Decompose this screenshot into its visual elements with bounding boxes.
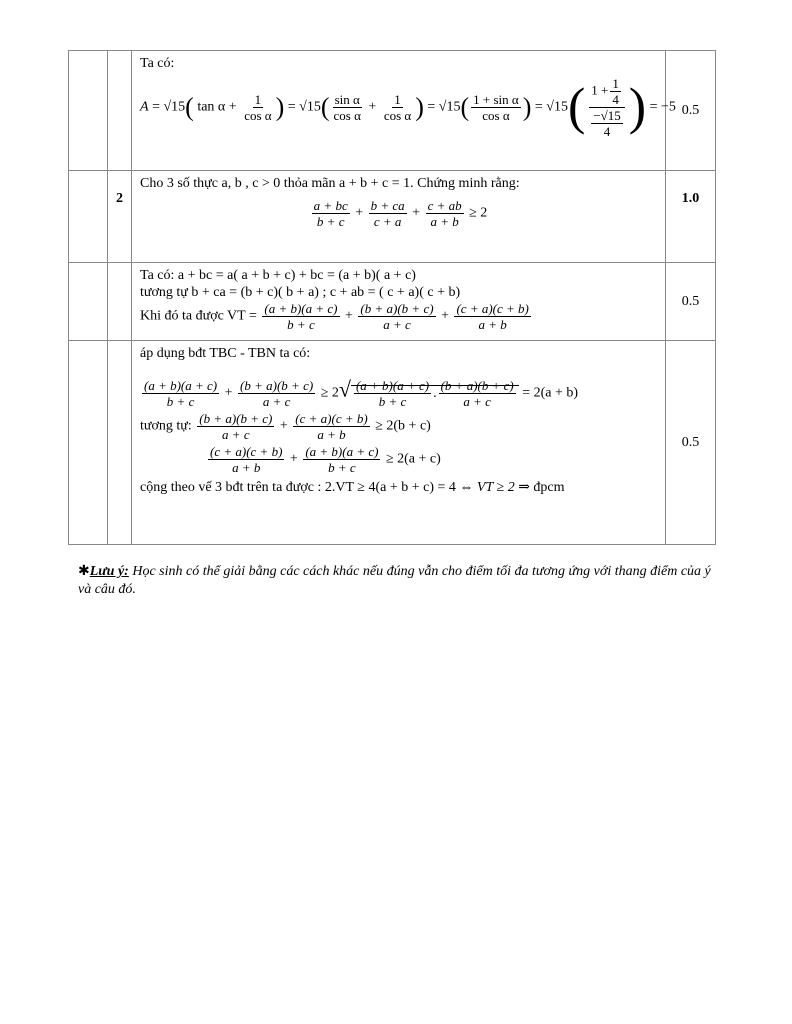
denominator-text: a + c [262, 394, 291, 409]
result: ≥ 2(a + c) [385, 451, 441, 467]
square-root [339, 378, 519, 409]
solution-cell [132, 263, 666, 341]
plus-sign: + [355, 205, 364, 221]
part-number-text: 2 [116, 190, 123, 206]
note-text: Học sinh có thể giải bằng các cách khác nếu đúng vẫn cho điểm tối đa tương ứng với thang điểm của ý và câu đó. [78, 564, 711, 597]
solution-line: Ta có: a + bc = a( a + b + c) + bc = (a + b)( a + c) [140, 268, 416, 283]
radicand [351, 378, 519, 409]
denominator: cos α [482, 108, 510, 123]
solution-line: tương tự b + ca = (b + c)( b + a) ; c + ab = ( c + a)( c + b) [140, 285, 461, 300]
denominator-text: a + b [430, 214, 459, 229]
denominator-text: a + c [463, 394, 491, 409]
score-cell: 0.5 [666, 263, 716, 341]
numerator [208, 444, 284, 460]
denominator [428, 214, 460, 229]
numerator [358, 301, 435, 317]
fraction [303, 444, 380, 475]
numerator [312, 198, 350, 214]
paren: ( [320, 92, 330, 122]
fraction [354, 378, 431, 409]
equals-sign: = [287, 99, 296, 115]
part-number [108, 171, 132, 263]
denominator-text: a + b [317, 427, 346, 442]
fraction [262, 301, 339, 332]
denominator [326, 460, 358, 475]
numerator [439, 378, 516, 394]
numerator-text: a + bc [313, 198, 348, 213]
numerator-text: (c + a)(c + b) [210, 444, 283, 459]
problem-formula [140, 198, 657, 229]
fraction [610, 76, 621, 107]
paren: ( [185, 92, 194, 122]
score-cell: 0.5 [666, 341, 716, 545]
numerator [454, 301, 530, 317]
solution-formula [140, 301, 657, 332]
sqrt-15: √15 [438, 99, 461, 115]
plus-sign: + [368, 99, 377, 115]
sqrt-15: √15 [299, 99, 321, 115]
col-part [108, 51, 132, 171]
denominator: 4 [603, 124, 611, 139]
numerator: 1 + sin α [473, 92, 519, 107]
denominator-text: b + c [378, 394, 407, 409]
numerator-text: (b + a)(b + c) [360, 301, 434, 316]
fraction [293, 411, 369, 442]
denominator [381, 317, 413, 332]
sqrt-15: √15 [163, 99, 186, 115]
plus-sign: + [345, 308, 353, 324]
denominator [165, 394, 197, 409]
fraction [587, 76, 626, 139]
denominator [285, 317, 317, 332]
formula-a [140, 76, 676, 139]
solution-cell [132, 51, 676, 171]
similar-formula [140, 411, 657, 442]
denominator: cos α [244, 108, 272, 123]
numerator [426, 198, 464, 214]
paren: ( [567, 78, 586, 136]
paren: ) [275, 92, 285, 122]
numerator: 1 [612, 76, 619, 91]
table-row [69, 51, 716, 171]
tan-alpha: tan α [197, 99, 226, 115]
dot: . [433, 385, 437, 401]
denominator: 4 [612, 92, 619, 107]
table-row [69, 341, 716, 545]
denominator-text: a + b [232, 460, 261, 475]
col-part [108, 341, 132, 545]
col-question [69, 341, 108, 545]
numerator: sin α [334, 92, 360, 107]
denominator [230, 460, 262, 475]
conclusion-end: đpcm [533, 480, 565, 495]
numerator-text: (a + b)(a + c) [264, 301, 338, 316]
note-title: Lưu ý: [89, 564, 129, 579]
fraction [358, 301, 435, 332]
fraction [242, 92, 273, 123]
denominator: cos α [333, 108, 361, 123]
denominator-text: b + c [287, 317, 315, 332]
solution-line: áp dụng bđt TBC - TBN ta có: [140, 346, 311, 361]
denominator-text: a + c [383, 317, 411, 332]
paren: ( [460, 92, 470, 122]
score-cell: 0.5 [666, 51, 716, 171]
fraction [197, 411, 274, 442]
numerator [262, 301, 339, 317]
table-row [69, 171, 716, 263]
geq-two: ≥ 2 [320, 385, 339, 401]
equals-sign: = [152, 99, 160, 115]
numerator-text: (a + b)(a + c) [355, 378, 430, 393]
denominator [372, 214, 404, 229]
denominator-text: b + c [316, 214, 345, 229]
denominator: cos α [383, 108, 412, 123]
conclusion-math: ≥ 4(a + b + c) = 4 [357, 480, 456, 495]
score-text: 1.0 [681, 191, 700, 206]
plus-sign: + [224, 385, 233, 401]
fraction [382, 92, 413, 123]
fraction [142, 378, 219, 409]
sqrt-15: √15 [546, 99, 568, 115]
problem-statement: Cho 3 số thực a, b , c > 0 thỏa mãn a + b + c = 1. Chứng minh rằng: [140, 176, 520, 191]
table-row [69, 263, 716, 341]
numerator [142, 378, 219, 394]
result: = −5 [649, 99, 676, 115]
denominator [315, 214, 347, 229]
denominator [315, 427, 347, 442]
fraction [439, 378, 516, 409]
numerator [197, 411, 274, 427]
similar-label: tương tự: [140, 418, 192, 434]
denominator-text: b + c [166, 394, 195, 409]
denominator [587, 108, 626, 139]
numerator-text: (b + a)(b + c) [440, 378, 514, 393]
fraction [208, 444, 284, 475]
numerator-text: (b + a)(b + c) [199, 411, 273, 426]
denominator-text: c + a [373, 214, 402, 229]
numerator [354, 378, 431, 394]
denominator-text: b + c [328, 460, 356, 475]
problem-cell [132, 171, 666, 263]
numerator: −√15 [593, 108, 621, 123]
paren: ) [415, 92, 424, 122]
fraction [471, 92, 521, 123]
plus-sign: + [228, 99, 237, 115]
fraction [312, 198, 350, 229]
denominator [220, 427, 252, 442]
col-question [69, 171, 108, 263]
col-part [108, 263, 132, 341]
row-label: Ta có: [140, 56, 175, 71]
radical-icon: √ [338, 376, 351, 402]
result: ≥ 2(b + c) [375, 418, 431, 434]
amgm-formula [140, 378, 657, 409]
fraction [454, 301, 530, 332]
solution-cell [132, 341, 666, 545]
numerator [293, 411, 369, 427]
fraction [238, 378, 315, 409]
numerator [238, 378, 315, 394]
inequality-tail: ≥ 2 [469, 205, 488, 221]
paren: ) [522, 92, 532, 122]
conclusion-line [140, 479, 657, 496]
plus-sign: + [279, 418, 288, 434]
plus-sign: + [441, 308, 449, 324]
similar-formula [140, 444, 657, 475]
conclusion-iff: ⇔ VT ≥ 2 ⇒ [459, 480, 530, 495]
fraction [426, 198, 464, 229]
numerator [303, 444, 380, 460]
plus-sign: + [289, 451, 298, 467]
numerator [369, 198, 407, 214]
numerator: 1 [254, 92, 262, 107]
result: = 2(a + b) [522, 385, 579, 401]
formula-label: Khi đó ta được VT = [140, 308, 257, 324]
numerator-text: (b + a)(b + c) [240, 378, 314, 393]
numerator-text: (a + b)(a + c) [144, 378, 218, 393]
star-icon: ✱ [78, 564, 90, 579]
plus-sign: + [412, 205, 421, 221]
denominator [477, 317, 509, 332]
col-question [69, 263, 108, 341]
fraction [591, 108, 622, 139]
one-plus: 1 + [591, 82, 609, 98]
denominator-text: a + c [222, 427, 250, 442]
denominator [377, 394, 409, 409]
denominator [461, 394, 493, 409]
numerator-text: (c + a)(c + b) [456, 301, 529, 316]
denominator-text: a + b [478, 317, 507, 332]
numerator-text: c + ab [427, 198, 462, 213]
footnote [78, 563, 718, 599]
denominator [261, 394, 293, 409]
conclusion-text: cộng theo vế 3 bđt trên ta được : 2.VT [140, 480, 354, 495]
equals-sign: = [534, 99, 543, 115]
numerator-text: (c + a)(c + b) [295, 411, 368, 426]
symbol-a: A [140, 99, 149, 115]
numerator [589, 76, 625, 108]
score-cell [666, 171, 716, 263]
equals-sign: = [427, 99, 436, 115]
col-question [69, 51, 108, 171]
numerator-text: (a + b)(a + c) [305, 444, 379, 459]
fraction [369, 198, 407, 229]
grading-table [68, 50, 716, 545]
numerator-text: b + ca [370, 198, 405, 213]
numerator: 1 [394, 92, 401, 107]
fraction [332, 92, 363, 123]
paren: ) [628, 78, 647, 136]
